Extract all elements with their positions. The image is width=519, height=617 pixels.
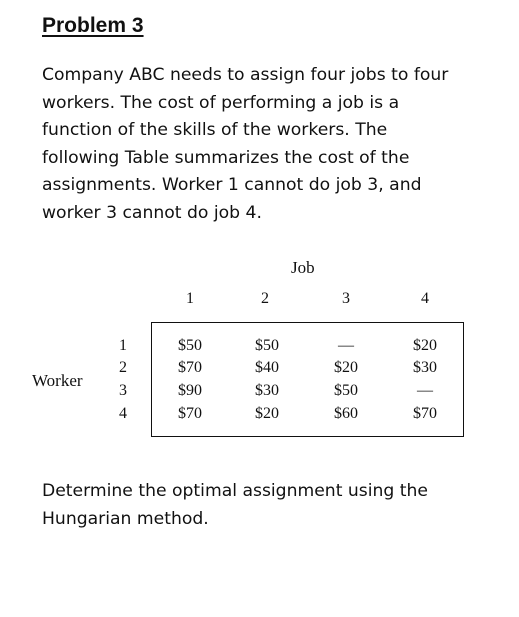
cost-cell: $50 [255,337,279,354]
column-header: 1 [186,290,194,307]
problem-title: Problem 3 [42,14,144,37]
cost-cell: — [338,337,354,354]
statement-line: worker 3 cannot do job 4. [42,202,262,223]
cost-cell: $20 [413,337,437,354]
task-line: Hungarian method. [42,508,209,529]
column-header: 3 [342,290,350,307]
cost-cell: $30 [255,382,279,399]
worker-axis-label: Worker [32,371,83,390]
cost-cell: $40 [255,359,279,376]
cost-cell: $60 [334,405,358,422]
cost-cell: $70 [178,405,202,422]
statement-line: Company ABC needs to assign four jobs to four [42,65,449,85]
statement-line: function of the skills of the workers. The [42,120,388,140]
cost-cell: $70 [178,359,202,376]
row-header: 3 [119,382,127,399]
task-line: Determine the optimal assignment using the [42,481,428,501]
cost-cell: $20 [334,359,358,376]
cost-cell: — [417,382,433,399]
cost-cell: $50 [178,337,202,354]
cost-cell: $90 [178,382,202,399]
statement-line: workers. The cost of performing a job is a [42,92,400,113]
statement-line: following Table summarizes the cost of the [42,147,410,168]
row-header: 2 [119,359,127,376]
job-axis-label: Job [291,258,315,277]
cost-cell: $50 [334,382,358,399]
problem-task [42,478,502,533]
cost-cell: $20 [255,405,279,422]
statement-line: assignments. Worker 1 cannot do job 3, and [42,175,422,195]
column-header: 4 [421,290,429,307]
cost-cell: $30 [413,359,437,376]
cost-cell: $70 [413,405,437,422]
column-header: 2 [261,290,269,307]
row-header: 1 [119,337,127,354]
row-header: 4 [119,405,127,422]
